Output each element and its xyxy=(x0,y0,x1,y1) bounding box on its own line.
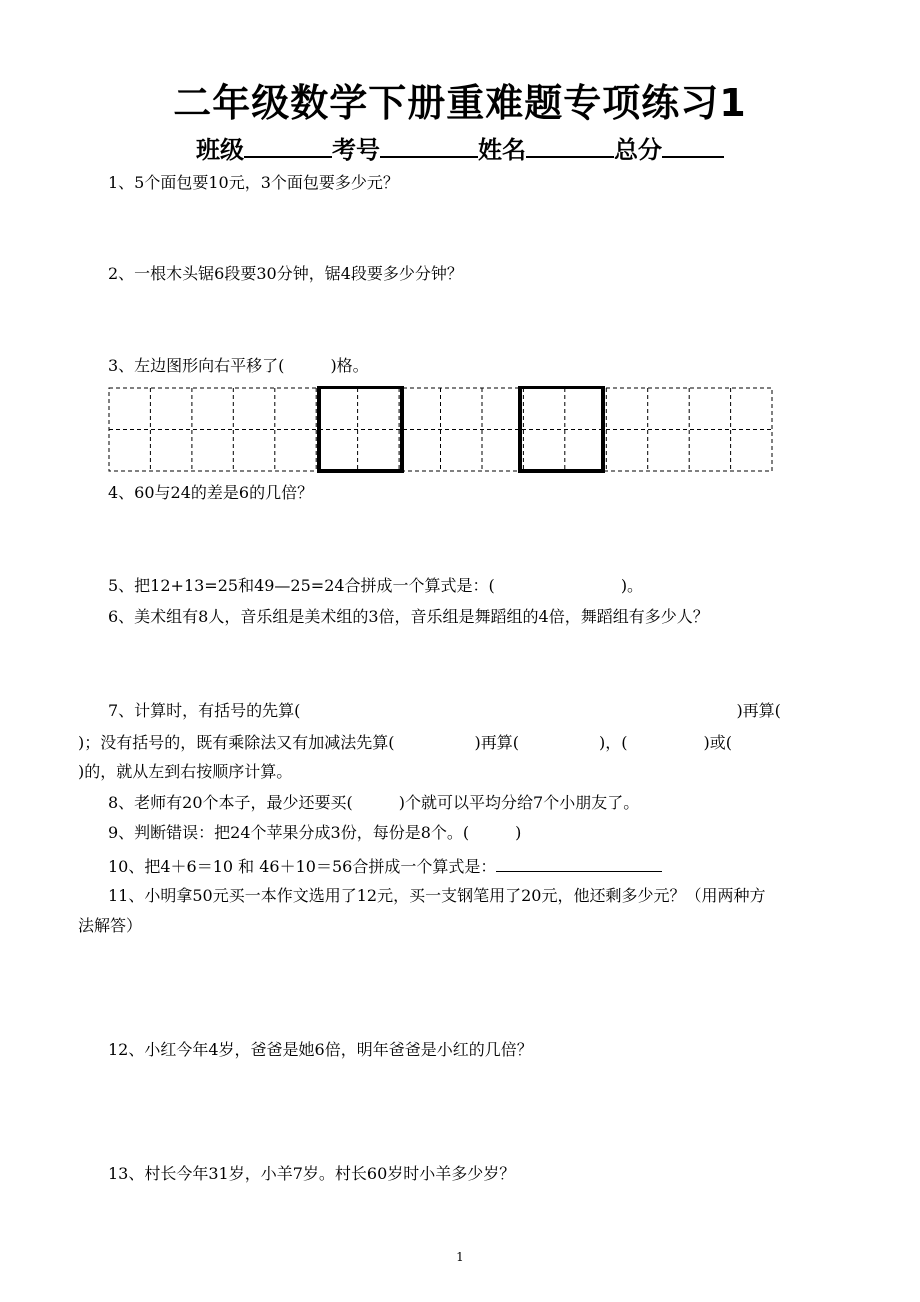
question-6: 6、美术组有8人，音乐组是美术组的3倍，音乐组是舞蹈组的4倍，舞蹈组有多少人？ xyxy=(108,607,709,626)
question-7-line-3: )的，就从左到右按顺序计算。 xyxy=(78,762,293,781)
class-label: 班级 xyxy=(196,136,244,164)
score-label: 总分 xyxy=(614,136,662,164)
question-5-text: 5、把12+13=25和49—25=24合拼成一个算式是：( xyxy=(108,576,495,595)
question-10-text: 10、把4＋6＝10 和 46＋10＝56合拼成一个算式是： xyxy=(108,857,497,876)
question-1: 1、5个面包要10元，3个面包要多少元？ xyxy=(108,173,399,192)
q7-part-e: )，( xyxy=(599,733,628,752)
page-number: 1 xyxy=(456,1250,464,1264)
question-9-text: 9、判断错误：把24个苹果分成3份，每份是8个。( xyxy=(108,823,470,842)
q7-part-c: )；没有括号的，既有乘除法又有加减法先算( xyxy=(78,733,395,752)
exam-no-blank[interactable] xyxy=(380,134,478,158)
question-10 xyxy=(108,855,662,877)
question-8-text: 8、老师有20个本子，最少还要买( xyxy=(108,793,353,812)
question-9-tail: ) xyxy=(515,823,522,842)
translation-grid xyxy=(108,386,774,474)
question-8-tail: )个就可以平均分给7个小朋友了。 xyxy=(398,793,640,812)
question-8 xyxy=(108,793,639,813)
name-label: 姓名 xyxy=(478,136,526,164)
q7-part-d: )再算( xyxy=(474,733,519,752)
student-info-line xyxy=(0,130,920,165)
grid-dashed-lines xyxy=(109,388,772,471)
question-7-line-1 xyxy=(108,701,781,721)
question-3-text: 3、左边图形向右平移了( xyxy=(108,356,285,375)
question-12: 12、小红今年4岁，爸爸是她6倍，明年爸爸是小红的几倍？ xyxy=(108,1040,533,1059)
question-5-tail: )。 xyxy=(620,576,644,595)
q7-part-a: 7、计算时，有括号的先算( xyxy=(108,701,301,720)
exam-no-label: 考号 xyxy=(332,136,380,164)
answer-line-10[interactable] xyxy=(496,855,662,872)
question-9 xyxy=(108,823,521,843)
question-11-line-2: 法解答） xyxy=(78,916,143,935)
question-3-tail: )格。 xyxy=(330,356,369,375)
question-7-line-2 xyxy=(78,733,732,753)
class-blank[interactable] xyxy=(244,134,332,158)
q7-part-b: )再算( xyxy=(736,701,781,720)
question-11-line-1: 11、小明拿50元买一本作文选用了12元，买一支钢笔用了20元，他还剩多少元？（用两种方 xyxy=(108,886,766,905)
page-title: 二年级数学下册重难题专项练习1 xyxy=(173,81,747,125)
question-3 xyxy=(108,356,369,376)
score-blank[interactable] xyxy=(662,134,724,158)
name-blank[interactable] xyxy=(526,134,614,158)
q7-part-f: )或( xyxy=(703,733,732,752)
question-13: 13、村长今年31岁，小羊7岁。村长60岁时小羊多少岁？ xyxy=(108,1164,516,1183)
question-2: 2、一根木头锯6段要30分钟，锯4段要多少分钟？ xyxy=(108,264,463,283)
question-4: 4、60与24的差是6的几倍？ xyxy=(108,483,314,502)
question-5 xyxy=(108,576,643,596)
